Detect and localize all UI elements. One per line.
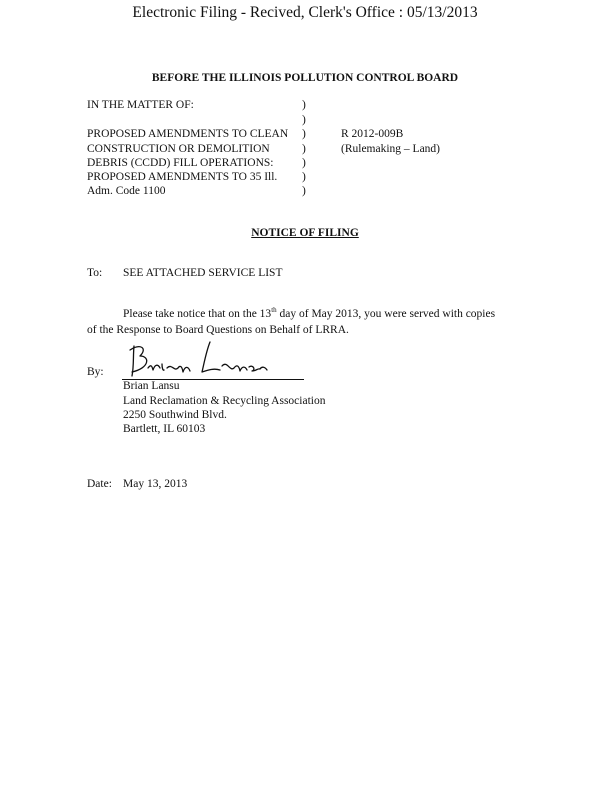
signer-organization: Land Reclamation & Recycling Association xyxy=(123,395,326,407)
docket-number: R 2012-009B xyxy=(341,128,404,140)
caption-line: Adm. Code 1100 xyxy=(87,185,166,197)
caption-paren: ) xyxy=(302,99,306,111)
date-label: Date: xyxy=(87,478,112,490)
date-value: May 13, 2013 xyxy=(123,478,188,490)
notice-body-line2: of the Response to Board Questions on Behalf of LRRA. xyxy=(87,324,349,336)
board-title: BEFORE THE ILLINOIS POLLUTION CONTROL BOARD xyxy=(151,72,459,84)
to-label: To: xyxy=(87,267,103,279)
to-value: SEE ATTACHED SERVICE LIST xyxy=(123,267,283,279)
caption-paren: ) xyxy=(302,171,306,183)
caption-paren: ) xyxy=(302,114,306,126)
caption-line: DEBRIS (CCDD) FILL OPERATIONS: xyxy=(87,157,274,169)
notice-body-text: Please take notice that on the 13 xyxy=(123,308,272,320)
caption-line: PROPOSED AMENDMENTS TO 35 Ill. xyxy=(87,171,278,183)
caption-paren: ) xyxy=(302,128,306,140)
signer-address-line2: Bartlett, IL 60103 xyxy=(123,423,206,435)
caption-paren: ) xyxy=(302,143,306,155)
docket-type: (Rulemaking – Land) xyxy=(341,143,441,155)
signer-name: Brian Lansu xyxy=(123,380,180,392)
caption-line: PROPOSED AMENDMENTS TO CLEAN xyxy=(87,128,289,140)
by-label: By: xyxy=(87,366,104,378)
caption-paren: ) xyxy=(302,157,306,169)
caption-line: IN THE MATTER OF: xyxy=(87,99,194,111)
notice-title: NOTICE OF FILING xyxy=(251,227,359,239)
notice-body-ordinal: th xyxy=(271,306,277,315)
filing-stamp: Electronic Filing - Recived, Clerk's Office : 05/13/2013 xyxy=(132,4,478,21)
signer-address-line1: 2250 Southwind Blvd. xyxy=(123,409,227,421)
handwritten-signature xyxy=(124,340,274,380)
notice-body-text: day of May 2013, you were served with copies xyxy=(276,308,496,320)
notice-body-line1 xyxy=(123,308,495,320)
caption-line: CONSTRUCTION OR DEMOLITION xyxy=(87,143,270,155)
caption-paren: ) xyxy=(302,185,306,197)
